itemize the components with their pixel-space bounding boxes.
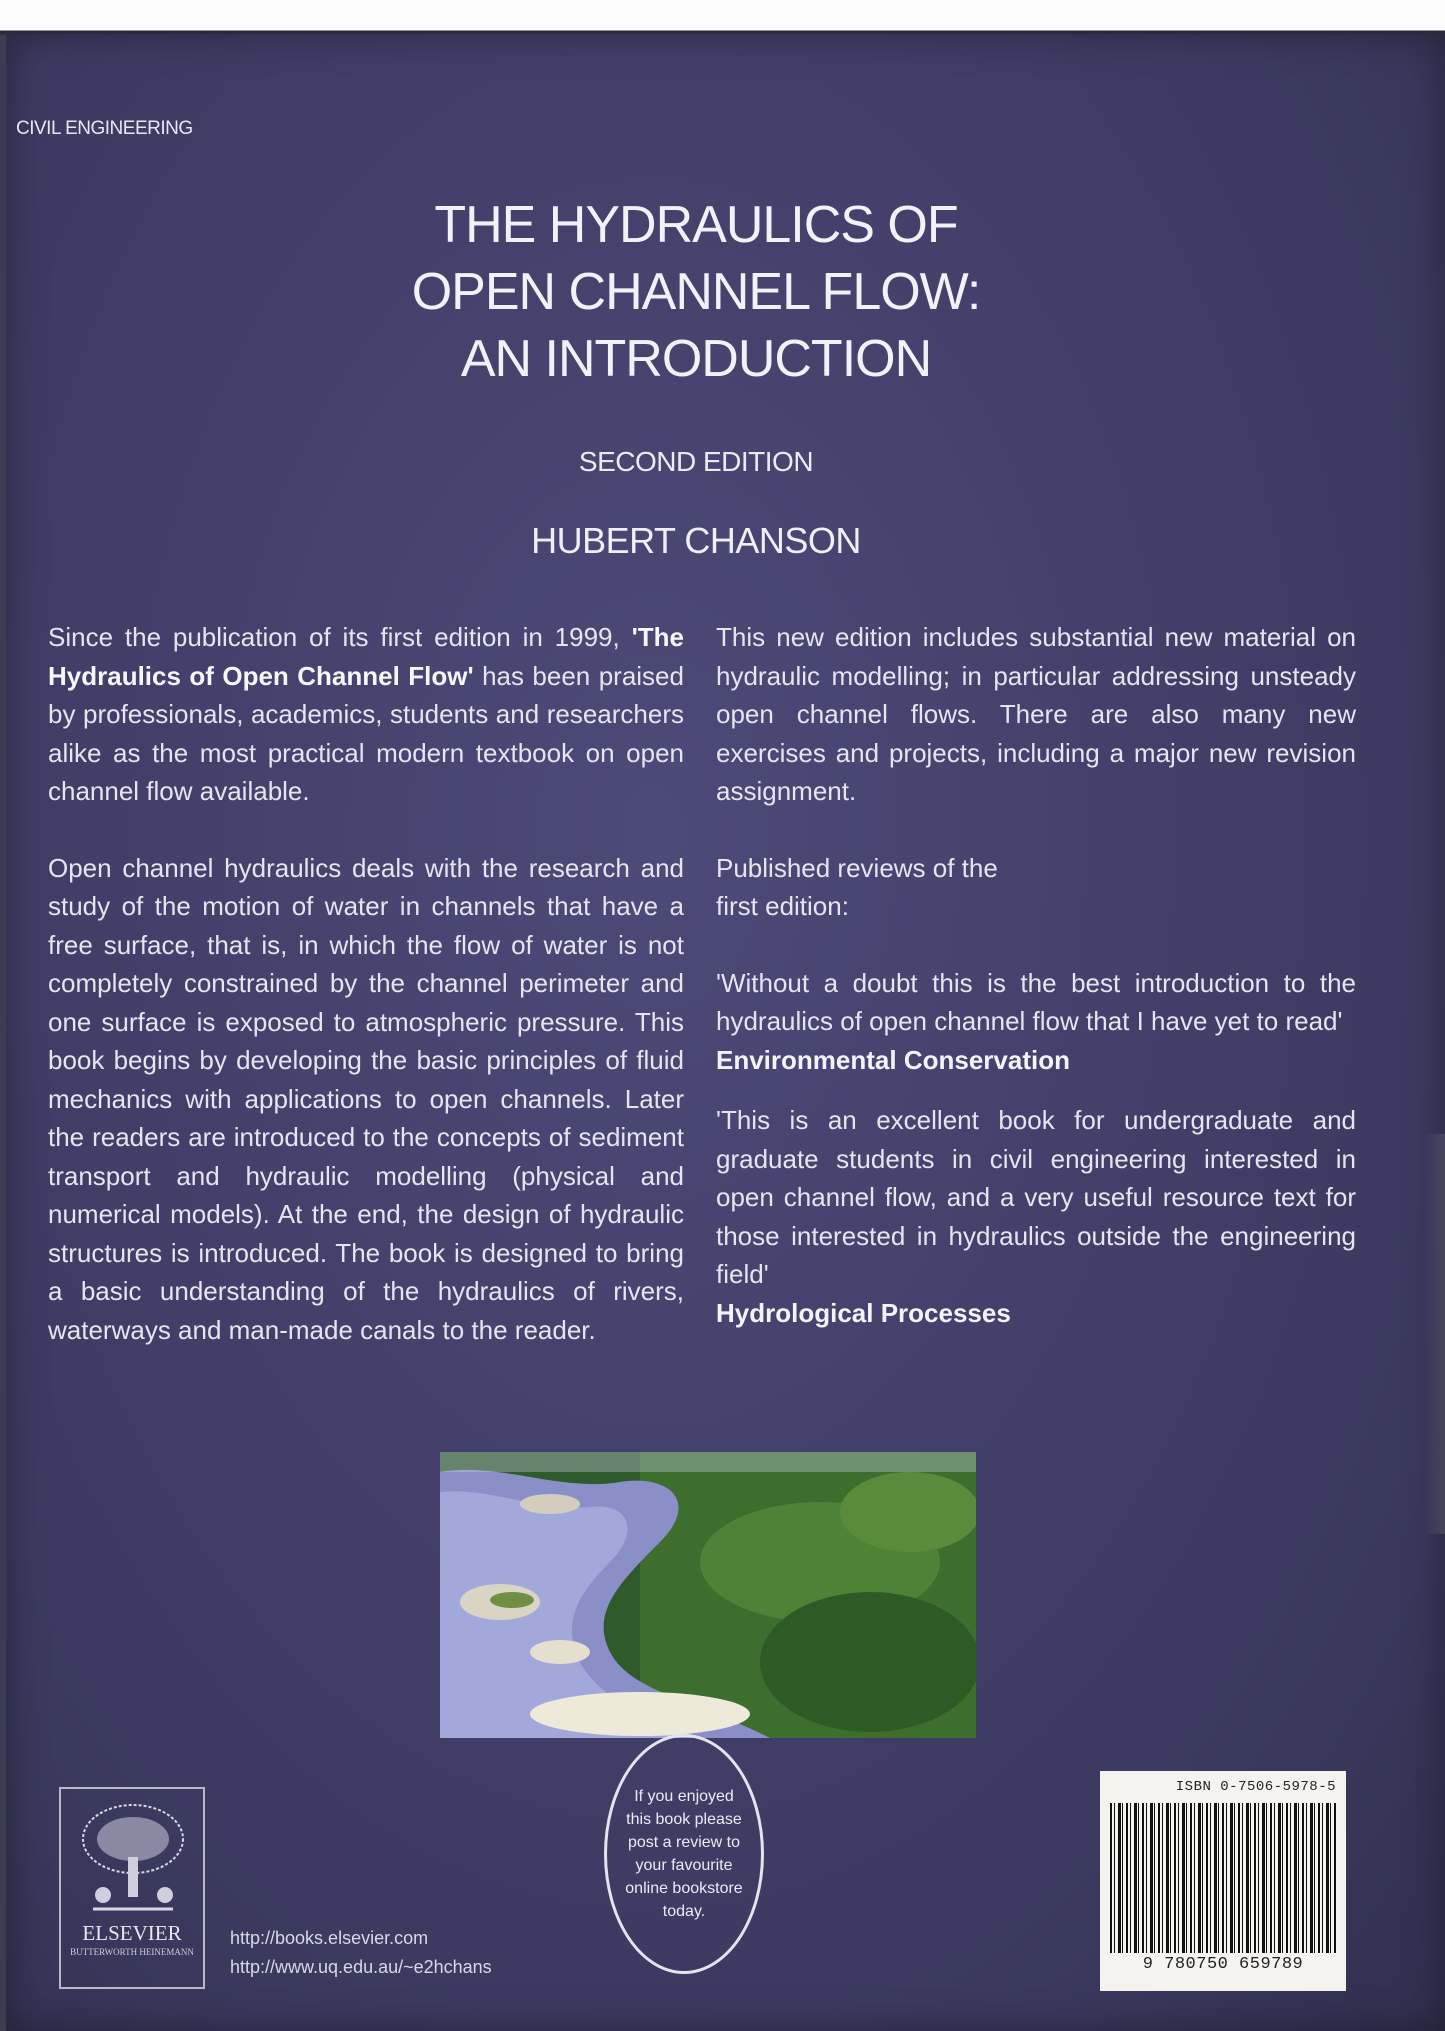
publisher-imprint: BUTTERWORTH HEINEMANN: [70, 1947, 194, 1957]
elsevier-tree-icon: [73, 1799, 193, 1917]
back-cover: [6, 34, 1445, 2031]
publisher-urls: [230, 1924, 492, 1982]
reviews-intro-line: Published reviews of the: [716, 852, 998, 883]
reviews-intro-line: first edition:: [716, 891, 849, 921]
review-quote-1: 'Without a doubt this is the best introduction to the hydraulics of open channel flow that I have yet to read': [716, 967, 1356, 1036]
title-line: OPEN CHANNEL FLOW:: [411, 263, 981, 321]
barcode-icon: [1110, 1803, 1336, 1953]
reviews-intro: [716, 849, 1356, 926]
blurb-text: has been praised by professionals, academics, students and researchers alike as the most practical modern textbook on open channel flow available.: [48, 660, 684, 806]
review-request-badge: [604, 1734, 764, 1974]
barcode-label: [1100, 1771, 1346, 1991]
title-line: AN INTRODUCTION: [460, 330, 932, 388]
url-link[interactable]: http://books.elsevier.com: [230, 1928, 429, 1948]
title-line: THE HYDRAULICS OF: [434, 196, 958, 254]
barcode-digits: 9 780750 659789: [1142, 1955, 1304, 1974]
cover-wear: [1424, 1134, 1445, 1534]
blurb-paragraph-1: [48, 618, 684, 811]
isbn-number: ISBN 0-7506-5978-5: [1175, 1779, 1336, 1795]
blurb-right-column: [716, 618, 1356, 1332]
publisher-name: ELSEVIER: [82, 1921, 182, 1945]
river-aerial-photo: [440, 1452, 976, 1738]
author-name: HUBERT CHANSON: [531, 520, 861, 561]
url-link[interactable]: http://www.uq.edu.au/~e2hchans: [230, 1957, 492, 1977]
blurb-paragraph-2: Open channel hydraulics deals with the research and study of the motion of water in channels that have a free surface, that is, in which the flow of water is not completely constrained by the channel perimeter and one surface is exposed to atmospheric pressure. This book begins by developing the basic principles of fluid mechanics with applications to open channels. Later the readers are introduced to the concepts of sediment transport and hydraulic modelling (physical and numerical models). At the end, the design of hydraulic structures is introduced. The book is designed to bring a basic understanding of the hydraulics of rivers, waterways and man-made canals to the reader.: [48, 852, 684, 1345]
book-title: [306, 192, 1086, 393]
elsevier-logo: [59, 1787, 205, 1989]
book-title-inline: 'The Hydraulics of Open Channel Flow': [48, 622, 684, 691]
review-source-1: Environmental Conservation: [716, 1044, 1070, 1075]
blurb-text: Since the publication of its first edition in 1999,: [48, 622, 632, 652]
blurb-left-column: [48, 618, 684, 1349]
review-quote-2: 'This is an excellent book for undergraduate and graduate students in civil engineering interested in open channel flow, and a very useful resource text for those interested in hydraulics outside the engineering field': [716, 1105, 1356, 1289]
new-edition-paragraph: This new edition includes substantial new material on hydraulic modelling; in particular addressing unsteady open channel flows. There are also many new exercises and projects, including a major new revision assignment.: [716, 622, 1356, 806]
subject-category: CIVIL ENGINEERING: [16, 118, 193, 139]
review-source-2: Hydrological Processes: [716, 1297, 1011, 1328]
badge-text: If you enjoyed this book please post a review to your favourite online bookstore today.: [625, 1788, 743, 1920]
edition-label: SECOND EDITION: [578, 446, 814, 477]
